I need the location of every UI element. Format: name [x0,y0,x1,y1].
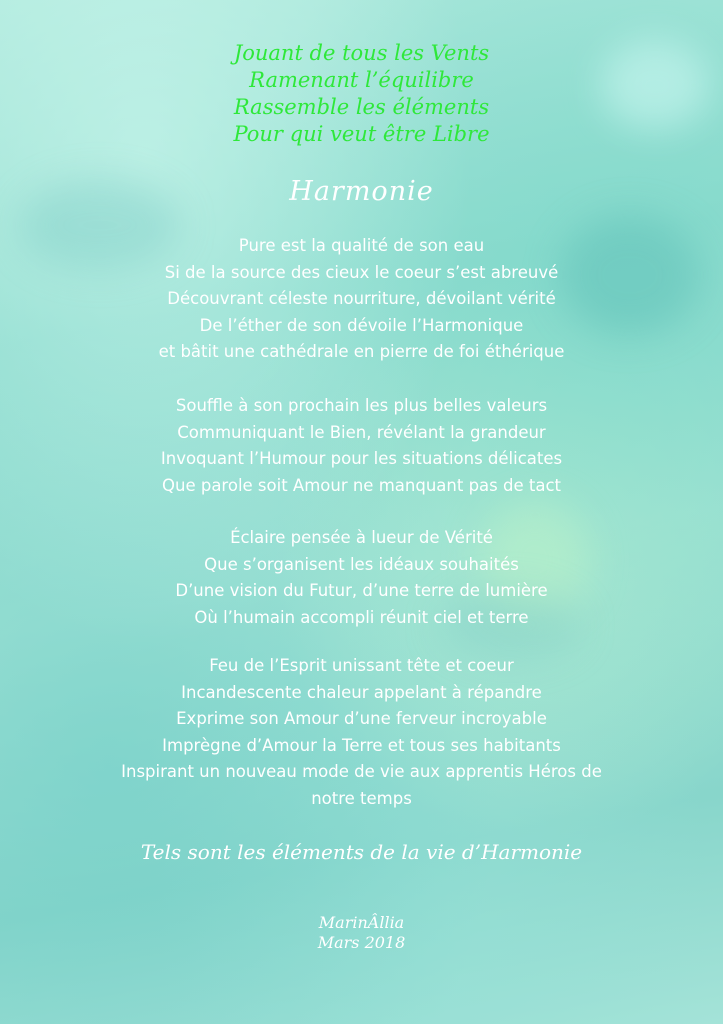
closing-line: Tels sont les éléments de la vie d’Harmonie [140,840,583,864]
verse-line: Si de la source des cieux le coeur s’est abreuvé [164,262,559,282]
stanza-4 [0,653,723,812]
verse-line: Découvrant céleste nourriture, dévoilant vérité [167,289,556,308]
verse-line: notre temps [311,788,412,808]
stanza-2 [0,393,723,499]
intro-line: Jouant de tous les Vents [233,41,490,65]
verse-line: Souffle à son prochain les plus belles valeurs [175,396,548,415]
verse-line: De l’éther de son dévoile l’Harmonique [199,315,524,335]
stanza-3 [0,525,723,631]
author-name: MarinÂllia [318,913,405,932]
poem-date: Mars 2018 [317,933,406,952]
verse-line: et bâtit une cathédrale en pierre de foi éthérique [158,342,565,361]
intro-line: Pour qui veut être Libre [233,122,490,146]
poem-title: Harmonie [289,176,434,207]
intro-line: Rassemble les éléments [233,95,490,119]
verse-line: Incandescente chaleur appelant à répandre [181,682,542,702]
verse-line: Imprègne d’Amour la Terre et tous ses habitants [162,735,561,755]
intro-verse [0,40,723,148]
verse-line: Pure est la qualité de son eau [238,236,485,255]
verse-line: Que parole soit Amour ne manquant pas de tact [162,475,561,495]
verse-line: Inspirant un nouveau mode de vie aux apprentis Héros de [121,762,602,781]
verse-line: Communiquant le Bien, révélant la grandeur [177,422,546,442]
verse-line: Invoquant l’Humour pour les situations délicates [160,449,563,468]
stanza-1 [0,233,723,366]
verse-line: Que s’organisent les idéaux souhaités [204,554,519,574]
verse-line: Où l’humain accompli réunit ciel et terre [194,607,529,627]
verse-line: Exprime son Amour d’une ferveur incroyable [176,709,547,728]
verse-line: Éclaire pensée à lueur de Vérité [230,528,493,547]
signature-block [0,913,723,953]
intro-line: Ramenant l’équilibre [249,68,474,92]
verse-line: D’une vision du Futur, d’une terre de lumière [175,581,548,600]
verse-line: Feu de l’Esprit unissant tête et coeur [209,656,514,675]
